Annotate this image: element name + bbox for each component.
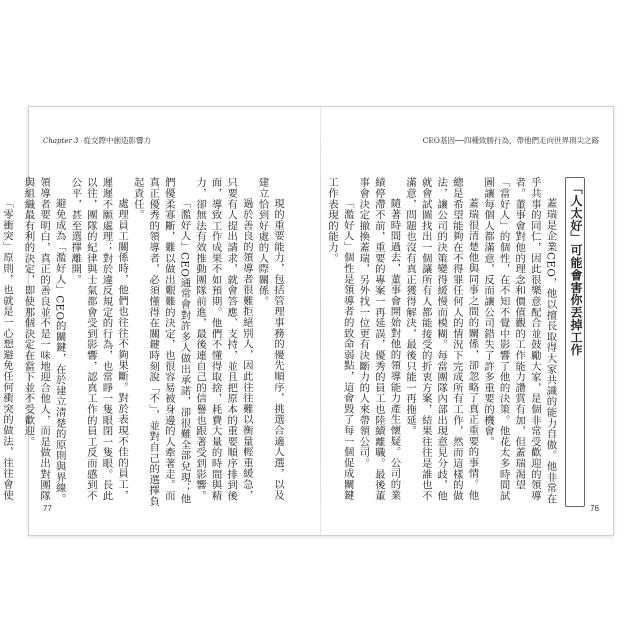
right-paragraph-4: 「濫好人」個性是領導者的致命弱點，這會毀了每一個促成關鍵工作表現的能力。 [326,177,354,501]
left-paragraph-2: 過於善良的領導者很難拒絕別人，因此往往難以衡量輕重緩急，只要有人提出請求，就會答應、支持，並且把原本的重要順序排到後面，導致工作成果不如預期。他們不懂得取捨，耗費大量的時間與精力，卻無法有效推動團隊前進，最後連自己的信譽也跟著受到影響。 [194,177,253,501]
right-paragraph-3: 隨著時間過去，董事會開始對他的領導能力產生懷疑。公司的業績停滯不前，重要的專案一再延誤，優秀的員工也陸續離職。最後董事會決定撤換蓋瑞，另外找一位更有決斷力的人來帶領公司。 [357,177,401,501]
left-paragraph-6: 「零衝突」原則，也就是一心想避免任何衝突的做法，往往會使 [0,197,13,501]
left-paragraph-5: 避免成為「濫好人」CEO的關鍵，在於建立清楚的原則與界線。領導者要明白，真正的善良並不是一味地迎合他人，而是做出對團隊與組織最有利的決定，即使那個決定在當下並不受歡迎。 [22,177,66,504]
left-paragraph-3: 「濫好人」CEO通常會對許多人做出承諾，卻很難全部兌現；他們優柔寡斷，難以做出艱難的決定，也很容易被身邊的人牽著走。而真正優秀的領導者，必須懂得在關鍵時刻說「不」，並對自己的選擇負起責任。 [131,177,191,507]
right-page-body [326,177,585,507]
left-page-body [0,177,285,507]
left-running-title: 從交際中創造影響力 [83,136,151,145]
book-spread [0,106,614,536]
left-paragraph-1: 現的重要能力，包括管理事務的優先順序，挑選合適人選，以及建立恰到好處的人際關係。 [256,177,284,501]
left-running-head [43,135,151,146]
right-running-head: CEO基因──四種致勝行為，帶他們走向世界頂尖之路 [422,136,599,145]
left-page-number: 77 [43,504,52,513]
book-spine [320,107,321,535]
right-page-number: 76 [590,504,599,513]
right-paragraph-2: 蓋瑞很清楚他與同事之間的關係，卻忽略了真正重要的事情。他總是希望能夠在不得罪任何人的情況下完成所有工作，然而這樣的做法，讓公司的決策變得緩慢而模糊。每當團隊內部出現意見分歧，他就會試圖找出一個讓所有人都能接受的折衷方案，結果往往是誰也不滿意，問題也沒有真正獲得解決，最後只能一再拖延。 [404,177,479,501]
left-paragraph-4: 處理員工關係時，他們也往往不夠果斷。對於表現不佳的員工，遲遲不願處理；對於違反規定的行為，也常睜一隻眼閉一隻眼。長此以往，團隊的紀律與士氣都會受到影響，認真工作的員工反而感到不公平，甚至選擇離開。 [69,177,129,501]
right-paragraph-1: 蓋瑞是企業CEO，他以擅長取得大家共識的能力自傲。他非常在乎共事的同仁，因此很樂意配合並鼓勵大家，是個非常受歡迎的領導者。董事會對他的理念和價值觀的工作能力讚賞有加，但蓋瑞渴望「當好人」的個性，在不知不覺中影響了他的決策。他花太多時間試圖讓每個人都滿意，反而讓公司錯失了許多重要的機會。 [482,177,557,504]
chapter-tag: Chapter 3 [43,136,79,145]
section-heading: 「人太好」可能會害你丟掉工作 [565,177,585,507]
